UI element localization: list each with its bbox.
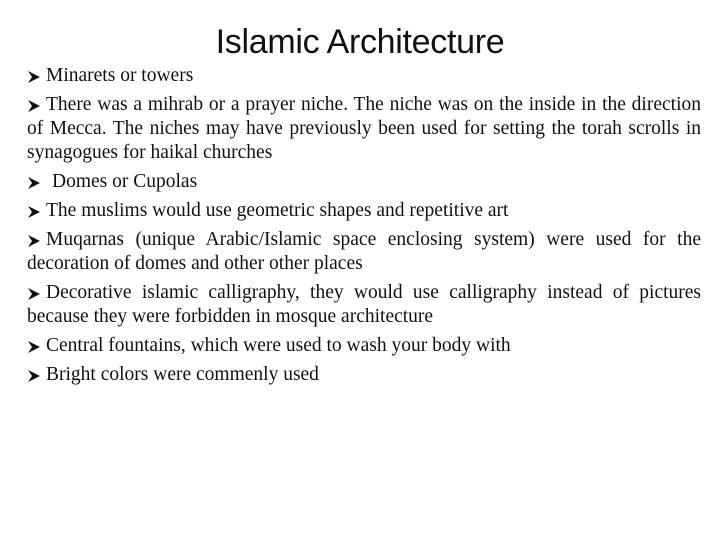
arrowhead-bullet-icon: [27, 199, 46, 223]
bullet-item: [27, 363, 701, 387]
bullet-item: [27, 334, 701, 358]
bullet-text: Bright colors were commenly used: [46, 364, 319, 385]
bullet-text: Central fountains, which were used to wash your body with: [46, 335, 511, 356]
bullet-list: [27, 64, 701, 392]
bullet-text: There was a mihrab or a prayer niche. The niche was on the inside in the direction of Mecca. The niches may have previously been used for setting the torah scrolls in synagogues for haikal churches: [27, 94, 701, 163]
bullet-item: [27, 199, 701, 223]
bullet-item: [27, 64, 701, 88]
bullet-text: Minarets or towers: [46, 65, 194, 86]
bullet-text: Domes or Cupolas: [52, 171, 198, 192]
bullet-item: [27, 170, 701, 194]
arrowhead-bullet-icon: [27, 281, 46, 305]
arrowhead-bullet-icon: [27, 93, 46, 117]
bullet-item: [27, 93, 701, 165]
bullet-text: Muqarnas (unique Arabic/Islamic space enclosing system) were used for the decoration of domes and other other places: [27, 229, 701, 274]
bullet-item: [27, 228, 701, 276]
arrowhead-bullet-icon: [27, 363, 46, 387]
arrowhead-bullet-icon: [27, 170, 52, 194]
arrowhead-bullet-icon: [27, 334, 46, 358]
bullet-text: Decorative islamic calligraphy, they would use calligraphy instead of pictures because they were forbidden in mosque architecture: [27, 282, 701, 327]
slide-title: Islamic Architecture: [215, 23, 505, 61]
bullet-text: The muslims would use geometric shapes and repetitive art: [46, 200, 509, 221]
bullet-item: [27, 281, 701, 329]
arrowhead-bullet-icon: [27, 228, 46, 252]
arrowhead-bullet-icon: [27, 64, 46, 88]
